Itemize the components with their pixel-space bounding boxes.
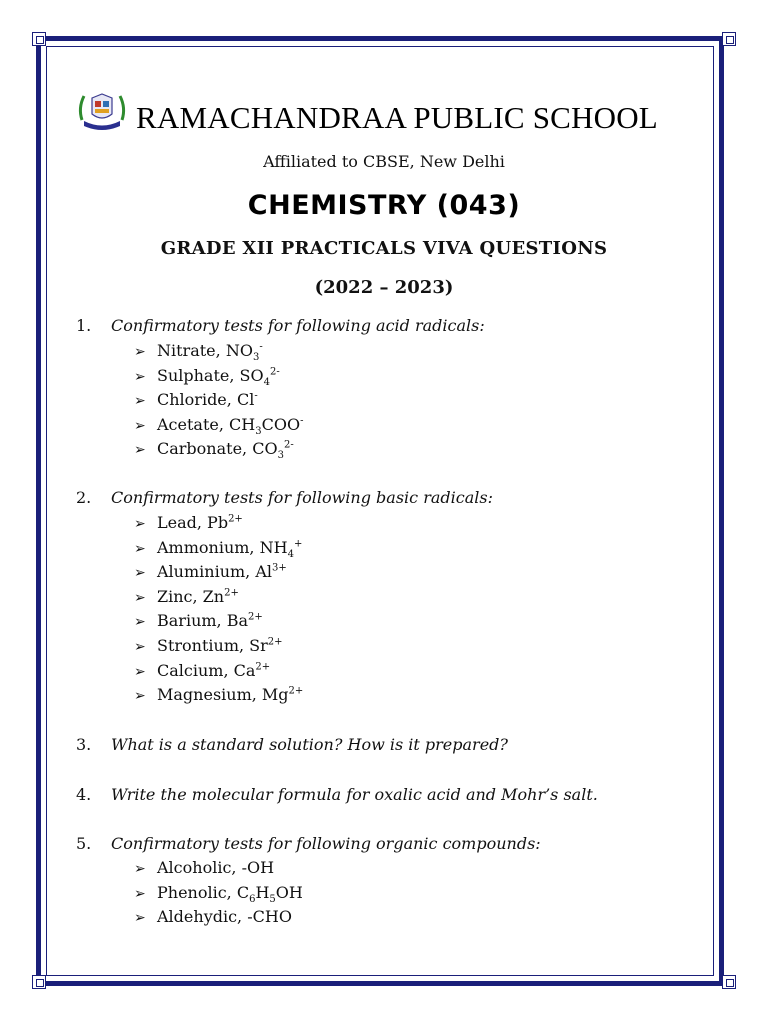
item-name: Chloride, <box>157 390 237 410</box>
chemical-formula: $Al^{3+}$ <box>255 562 287 582</box>
chemical-formula: $Sr^{2+}$ <box>249 635 283 655</box>
right-arrow-bullet-icon: ➢ <box>134 614 146 631</box>
question-item <box>76 785 696 807</box>
school-name: RAMACHANDRAA PUBLIC SCHOOL <box>136 100 658 135</box>
chemical-formula: Cl- <box>236 390 258 410</box>
item-name: Lead, <box>157 513 208 532</box>
sub-item <box>134 883 303 908</box>
question-text: Write the molecular formula for oxalic acid and Mohr’s salt. <box>111 785 598 804</box>
school-logo-icon <box>76 90 128 132</box>
sub-item <box>134 636 303 661</box>
right-arrow-bullet-icon: ➢ <box>134 885 146 902</box>
corner-ornament-icon <box>32 975 46 989</box>
sub-item <box>134 611 303 636</box>
chemical-formula: $Mg^{2+}$ <box>261 685 304 705</box>
sub-item-list <box>134 513 303 710</box>
item-name: Carbonate, <box>157 439 253 459</box>
question-number: 3. <box>76 735 92 754</box>
right-arrow-bullet-icon: ➢ <box>134 516 146 532</box>
sub-item <box>134 661 303 686</box>
right-arrow-bullet-icon: ➢ <box>134 442 146 459</box>
question-item <box>76 735 696 757</box>
right-arrow-bullet-icon: ➢ <box>134 861 146 877</box>
sub-item <box>134 858 303 883</box>
question-number: 5. <box>76 834 92 853</box>
question-number: 2. <box>76 488 92 507</box>
item-name: Strontium, <box>157 635 250 655</box>
item-name: Alcoholic, <box>157 858 242 877</box>
chemical-formula: $CH_3COO^-$ <box>229 414 304 437</box>
right-arrow-bullet-icon: ➢ <box>134 540 146 557</box>
sub-item <box>134 513 303 538</box>
chemical-formula: $NO_3^-$ <box>225 341 263 364</box>
chemical-formula: $C_6H_5OH$ <box>236 882 303 905</box>
subject-title: CHEMISTRY (043) <box>247 190 521 221</box>
right-arrow-bullet-icon: ➢ <box>134 589 146 606</box>
item-name: Nitrate, <box>157 341 226 360</box>
document-title: GRADE XII PRACTICALS VIVA QUESTIONS <box>160 238 608 259</box>
item-name: Calcium, <box>157 660 234 680</box>
sub-item <box>134 341 303 366</box>
right-arrow-bullet-icon: ➢ <box>134 688 146 705</box>
right-arrow-bullet-icon: ➢ <box>134 417 146 434</box>
sub-item <box>134 538 303 563</box>
corner-ornament-icon <box>32 32 46 46</box>
question-text: Confirmatory tests for following organic compounds: <box>111 834 541 853</box>
sub-item-list <box>134 858 303 932</box>
item-name: Ammonium, <box>157 537 260 557</box>
sub-item <box>134 562 303 587</box>
item-name: Sulphate, <box>157 365 240 385</box>
right-arrow-bullet-icon: ➢ <box>134 663 146 680</box>
right-arrow-bullet-icon: ➢ <box>134 910 146 927</box>
sub-item <box>134 390 303 415</box>
chemical-formula: $NH_4^+$ <box>259 537 303 560</box>
right-arrow-bullet-icon: ➢ <box>134 344 146 360</box>
question-item <box>76 316 696 338</box>
question-text: Confirmatory tests for following acid radicals: <box>111 316 485 335</box>
question-text: Confirmatory tests for following basic radicals: <box>111 488 493 507</box>
question-item <box>76 834 696 856</box>
right-arrow-bullet-icon: ➢ <box>134 368 146 385</box>
sub-item <box>134 439 303 464</box>
sub-item <box>134 366 303 391</box>
sub-item <box>134 907 303 932</box>
right-arrow-bullet-icon: ➢ <box>134 565 146 582</box>
right-arrow-bullet-icon: ➢ <box>134 638 146 655</box>
item-name: Zinc, <box>157 586 203 606</box>
chemical-formula: -OH <box>241 858 275 877</box>
chemical-formula: $Pb^{2+}$ <box>207 513 243 532</box>
item-name: Acetate, <box>157 414 230 434</box>
chemical-formula: $Zn^{2+}$ <box>202 586 239 606</box>
item-name: Magnesium, <box>157 685 262 705</box>
question-number: 1. <box>76 316 92 335</box>
sub-item <box>134 415 303 440</box>
item-name: Barium, <box>157 611 227 631</box>
affiliation-text: Affiliated to CBSE, New Delhi <box>263 152 505 171</box>
chemical-formula: $Ba^{2+}$ <box>226 611 263 631</box>
item-name: Aldehydic, <box>157 907 248 927</box>
school-header <box>76 90 716 150</box>
question-number: 4. <box>76 785 92 804</box>
corner-ornament-icon <box>722 32 736 46</box>
chemical-formula: $CO_3^{2-}$ <box>252 439 294 462</box>
chemical-formula: $SO_4^{2-}$ <box>239 365 280 388</box>
chemical-formula: $Ca^{2+}$ <box>233 660 271 680</box>
question-text: What is a standard solution? How is it prepared? <box>111 735 508 754</box>
item-name: Phenolic, <box>157 882 237 902</box>
question-item <box>76 488 696 510</box>
sub-item <box>134 685 303 710</box>
right-arrow-bullet-icon: ➢ <box>134 393 146 410</box>
chemical-formula: -CHO <box>247 907 292 927</box>
session-years: (2022 – 2023) <box>314 277 454 298</box>
item-name: Aluminium, <box>157 562 256 582</box>
corner-ornament-icon <box>722 975 736 989</box>
sub-item <box>134 587 303 612</box>
sub-item-list <box>134 341 303 464</box>
